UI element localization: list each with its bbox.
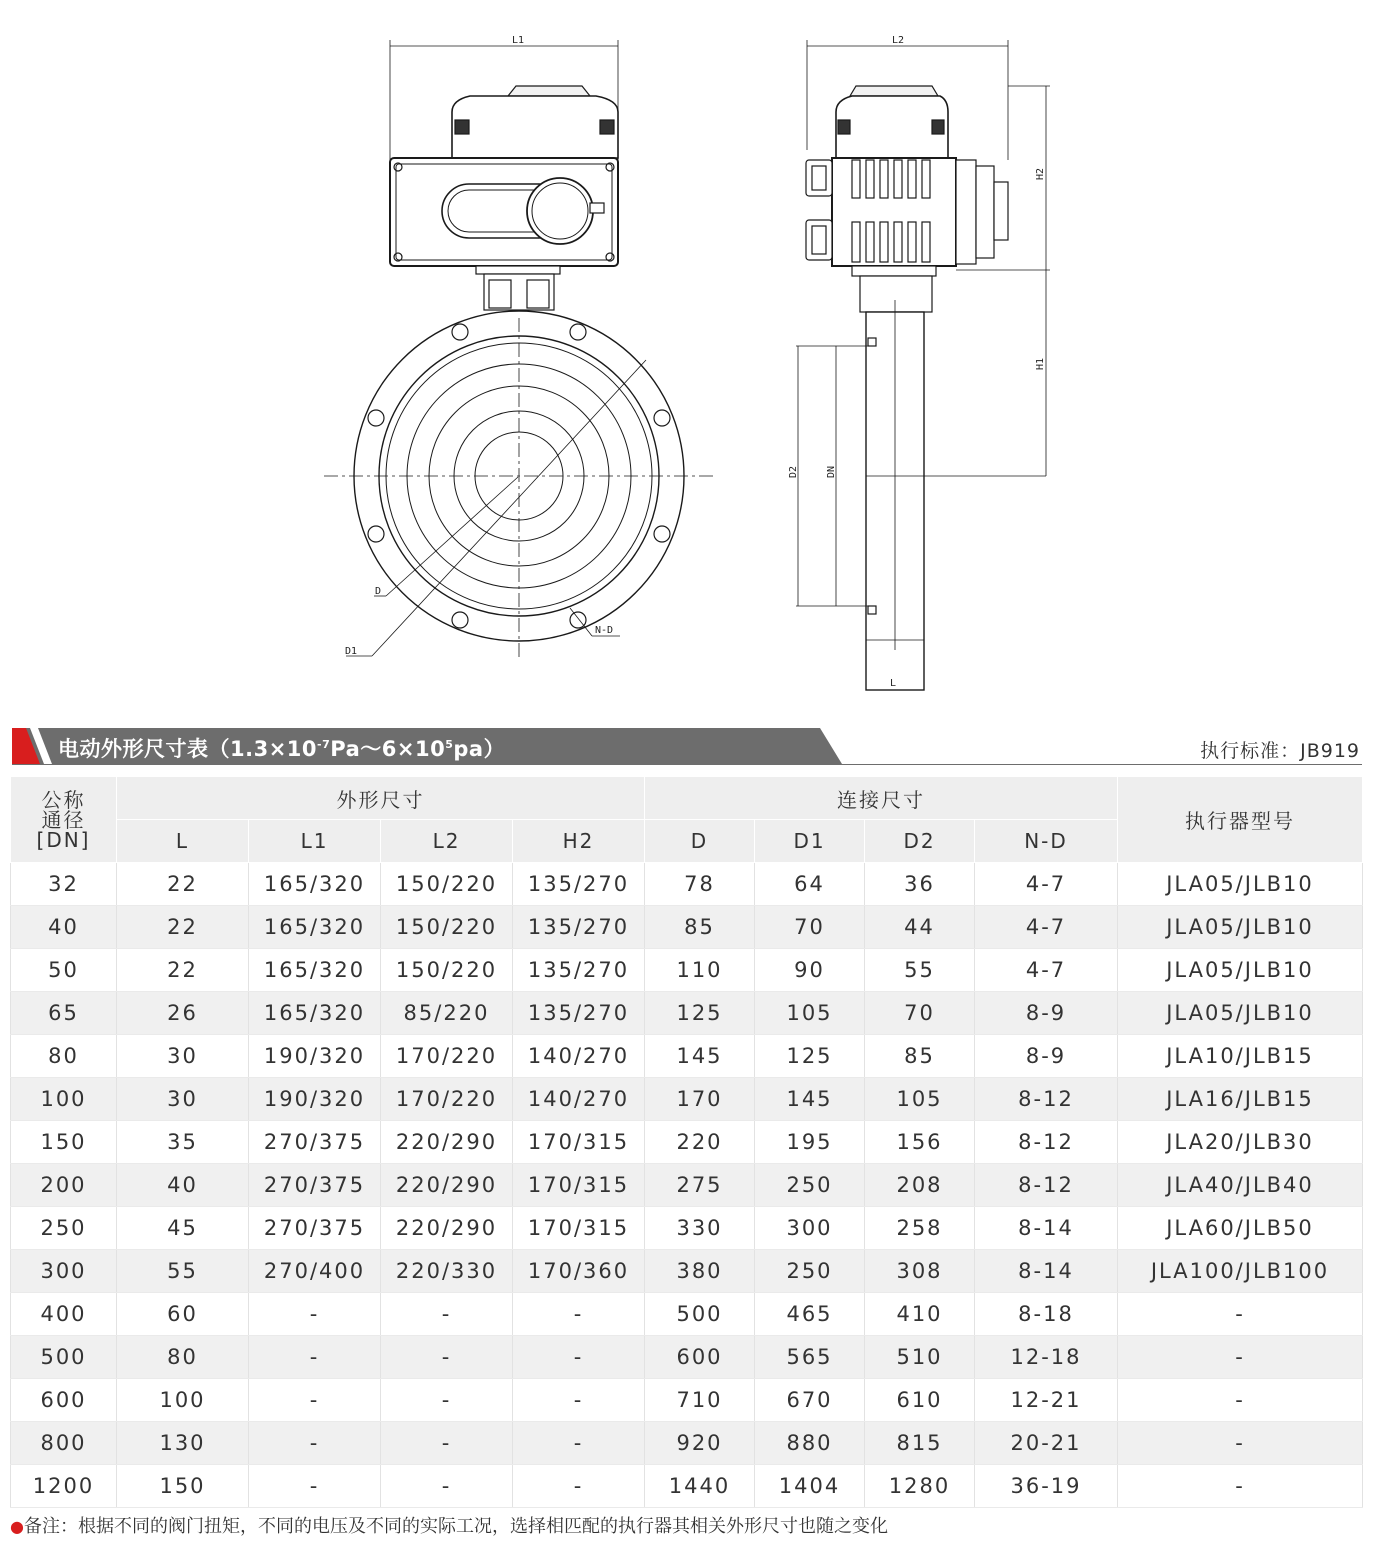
header-dn <box>11 777 117 863</box>
cell-dn: 400 <box>11 1293 117 1336</box>
cell-nd: 36-19 <box>975 1465 1118 1508</box>
cell-d2: 105 <box>865 1078 975 1121</box>
header-col-d2: D2 <box>865 820 975 863</box>
cell-d2: 410 <box>865 1293 975 1336</box>
cell-l: 30 <box>117 1035 249 1078</box>
cell-actuator: - <box>1118 1465 1363 1508</box>
cell-dn: 40 <box>11 906 117 949</box>
header-group-connect: 连接尺寸 <box>645 777 1118 820</box>
cell-l: 55 <box>117 1250 249 1293</box>
label-h1: H1 <box>1035 357 1046 370</box>
cell-l1: 270/375 <box>249 1164 381 1207</box>
cell-d1: 105 <box>755 992 865 1035</box>
cell-d: 220 <box>645 1121 755 1164</box>
cell-d: 920 <box>645 1422 755 1465</box>
cell-d2: 44 <box>865 906 975 949</box>
cell-l: 22 <box>117 906 249 949</box>
cell-l1: - <box>249 1422 381 1465</box>
cell-d: 110 <box>645 949 755 992</box>
cell-d1: 670 <box>755 1379 865 1422</box>
cell-l: 80 <box>117 1336 249 1379</box>
cell-d1: 1404 <box>755 1465 865 1508</box>
label-l1: L1 <box>512 35 525 46</box>
cell-l: 60 <box>117 1293 249 1336</box>
cell-d: 125 <box>645 992 755 1035</box>
cell-d1: 145 <box>755 1078 865 1121</box>
cell-d2: 258 <box>865 1207 975 1250</box>
cell-nd: 12-18 <box>975 1336 1118 1379</box>
table-row <box>11 992 1363 1035</box>
section-title: 电动外形尺寸表$(1.3\times 10^{-7}Pa\sim 6\times 10^5pa)$ <box>58 737 506 761</box>
cell-actuator: JLA16/JLB15 <box>1118 1078 1363 1121</box>
cell-d: 500 <box>645 1293 755 1336</box>
cell-nd: 4-7 <box>975 949 1118 992</box>
cell-l1: 190/320 <box>249 1078 381 1121</box>
cell-d1: 64 <box>755 863 865 906</box>
cell-d2: 70 <box>865 992 975 1035</box>
label-d: D <box>375 586 382 597</box>
cell-actuator: - <box>1118 1379 1363 1422</box>
cell-nd: 8-9 <box>975 1035 1118 1078</box>
cell-nd: 12-21 <box>975 1379 1118 1422</box>
cell-h2: - <box>513 1379 645 1422</box>
cell-d1: 125 <box>755 1035 865 1078</box>
cell-l2: 170/220 <box>381 1078 513 1121</box>
cell-dn: 600 <box>11 1379 117 1422</box>
cell-d2: 1280 <box>865 1465 975 1508</box>
cell-d2: 815 <box>865 1422 975 1465</box>
cell-l2: - <box>381 1379 513 1422</box>
cell-actuator: JLA100/JLB100 <box>1118 1250 1363 1293</box>
cell-l2: - <box>381 1293 513 1336</box>
table-row <box>11 1336 1363 1379</box>
front-view <box>324 35 714 660</box>
cell-l1: - <box>249 1293 381 1336</box>
table-row <box>11 906 1363 949</box>
cell-l2: 220/290 <box>381 1121 513 1164</box>
cell-d: 275 <box>645 1164 755 1207</box>
header-underline <box>12 764 1362 765</box>
dimension-table <box>10 776 1363 1508</box>
label-nd: N-D <box>595 625 614 636</box>
cell-d: 170 <box>645 1078 755 1121</box>
header-col-nd: N-D <box>975 820 1118 863</box>
cell-actuator: - <box>1118 1422 1363 1465</box>
cell-nd: 8-9 <box>975 992 1118 1035</box>
cell-d: 85 <box>645 906 755 949</box>
label-d2: D2 <box>788 465 799 478</box>
table-row <box>11 1035 1363 1078</box>
cell-l: 40 <box>117 1164 249 1207</box>
header-dn-line3: [DN] <box>36 827 91 852</box>
cell-l1: 165/320 <box>249 992 381 1035</box>
cell-h2: 140/270 <box>513 1035 645 1078</box>
cell-l2: 85/220 <box>381 992 513 1035</box>
cell-d2: 610 <box>865 1379 975 1422</box>
cell-l: 150 <box>117 1465 249 1508</box>
cell-l1: 270/400 <box>249 1250 381 1293</box>
cell-l2: 150/220 <box>381 949 513 992</box>
cell-d2: 308 <box>865 1250 975 1293</box>
cell-nd: 4-7 <box>975 863 1118 906</box>
cell-h2: 135/270 <box>513 906 645 949</box>
cell-d2: 510 <box>865 1336 975 1379</box>
header-group-outer: 外形尺寸 <box>117 777 645 820</box>
cell-actuator: JLA05/JLB10 <box>1118 949 1363 992</box>
cell-l1: 270/375 <box>249 1207 381 1250</box>
header-dn-line2: 通径 <box>41 807 86 832</box>
footnote-bullet: ● <box>10 1517 24 1536</box>
cell-d: 78 <box>645 863 755 906</box>
cell-d1: 195 <box>755 1121 865 1164</box>
cell-h2: 135/270 <box>513 992 645 1035</box>
cell-dn: 1200 <box>11 1465 117 1508</box>
cell-h2: 170/315 <box>513 1207 645 1250</box>
table-row <box>11 1465 1363 1508</box>
cell-l: 26 <box>117 992 249 1035</box>
cell-actuator: - <box>1118 1293 1363 1336</box>
cell-d: 600 <box>645 1336 755 1379</box>
cell-l: 45 <box>117 1207 249 1250</box>
label-l: L <box>890 678 897 689</box>
cell-l: 130 <box>117 1422 249 1465</box>
table-body <box>11 863 1363 1508</box>
cell-d2: 208 <box>865 1164 975 1207</box>
table-row <box>11 1422 1363 1465</box>
header-col-l1: L1 <box>249 820 381 863</box>
cell-h2: 135/270 <box>513 863 645 906</box>
cell-actuator: - <box>1118 1336 1363 1379</box>
valve-technical-drawing <box>0 0 1390 720</box>
cell-d: 380 <box>645 1250 755 1293</box>
header-col-l2: L2 <box>381 820 513 863</box>
cell-d1: 300 <box>755 1207 865 1250</box>
cell-l1: 270/375 <box>249 1121 381 1164</box>
cell-d1: 565 <box>755 1336 865 1379</box>
cell-d: 145 <box>645 1035 755 1078</box>
cell-dn: 500 <box>11 1336 117 1379</box>
table-row <box>11 1164 1363 1207</box>
header-col-d: D <box>645 820 755 863</box>
cell-d1: 465 <box>755 1293 865 1336</box>
cell-dn: 250 <box>11 1207 117 1250</box>
cell-l1: - <box>249 1465 381 1508</box>
table-row <box>11 1379 1363 1422</box>
table-row <box>11 1121 1363 1164</box>
cell-nd: 8-14 <box>975 1207 1118 1250</box>
cell-l2: - <box>381 1336 513 1379</box>
cell-l: 22 <box>117 949 249 992</box>
cell-d2: 36 <box>865 863 975 906</box>
table-row <box>11 949 1363 992</box>
cell-l2: 220/290 <box>381 1164 513 1207</box>
cell-nd: 8-12 <box>975 1121 1118 1164</box>
cell-dn: 80 <box>11 1035 117 1078</box>
side-view <box>788 35 1050 690</box>
cell-dn: 300 <box>11 1250 117 1293</box>
cell-dn: 200 <box>11 1164 117 1207</box>
standard-label: 执行标准：JB919 <box>1200 740 1360 762</box>
cell-h2: 170/360 <box>513 1250 645 1293</box>
table-row <box>11 1207 1363 1250</box>
cell-l: 100 <box>117 1379 249 1422</box>
header-col-h2: H2 <box>513 820 645 863</box>
cell-l: 30 <box>117 1078 249 1121</box>
cell-h2: - <box>513 1465 645 1508</box>
cell-d2: 55 <box>865 949 975 992</box>
cell-d: 330 <box>645 1207 755 1250</box>
header-col-l: L <box>117 820 249 863</box>
label-l2: L2 <box>892 35 905 46</box>
cell-l2: 220/290 <box>381 1207 513 1250</box>
cell-l1: 165/320 <box>249 906 381 949</box>
cell-nd: 8-14 <box>975 1250 1118 1293</box>
cell-l2: - <box>381 1465 513 1508</box>
section-header <box>12 728 1362 766</box>
table-row <box>11 1078 1363 1121</box>
header-dn-line1: 公称 <box>41 787 86 812</box>
cell-actuator: JLA05/JLB10 <box>1118 992 1363 1035</box>
cell-l: 22 <box>117 863 249 906</box>
cell-nd: 4-7 <box>975 906 1118 949</box>
label-d1: D1 <box>345 646 358 657</box>
cell-nd: 20-21 <box>975 1422 1118 1465</box>
cell-d: 1440 <box>645 1465 755 1508</box>
cell-l: 35 <box>117 1121 249 1164</box>
cell-nd: 8-12 <box>975 1078 1118 1121</box>
cell-actuator: JLA20/JLB30 <box>1118 1121 1363 1164</box>
cell-actuator: JLA05/JLB10 <box>1118 906 1363 949</box>
cell-dn: 50 <box>11 949 117 992</box>
cell-d1: 880 <box>755 1422 865 1465</box>
cell-l2: 150/220 <box>381 863 513 906</box>
cell-l1: 190/320 <box>249 1035 381 1078</box>
table-row <box>11 863 1363 906</box>
cell-actuator: JLA10/JLB15 <box>1118 1035 1363 1078</box>
cell-h2: 140/270 <box>513 1078 645 1121</box>
cell-h2: - <box>513 1293 645 1336</box>
cell-h2: 170/315 <box>513 1164 645 1207</box>
cell-l1: - <box>249 1379 381 1422</box>
cell-h2: 135/270 <box>513 949 645 992</box>
cell-d2: 156 <box>865 1121 975 1164</box>
table-row <box>11 1250 1363 1293</box>
cell-l2: 170/220 <box>381 1035 513 1078</box>
cell-l2: 150/220 <box>381 906 513 949</box>
cell-h2: - <box>513 1422 645 1465</box>
cell-nd: 8-18 <box>975 1293 1118 1336</box>
label-dn: DN <box>826 465 837 478</box>
cell-d1: 250 <box>755 1250 865 1293</box>
cell-l1: 165/320 <box>249 949 381 992</box>
cell-actuator: JLA05/JLB10 <box>1118 863 1363 906</box>
cell-actuator: JLA40/JLB40 <box>1118 1164 1363 1207</box>
table-row <box>11 1293 1363 1336</box>
cell-h2: - <box>513 1336 645 1379</box>
header-col-d1: D1 <box>755 820 865 863</box>
cell-d: 710 <box>645 1379 755 1422</box>
cell-dn: 100 <box>11 1078 117 1121</box>
cell-l1: 165/320 <box>249 863 381 906</box>
cell-d1: 90 <box>755 949 865 992</box>
footnote <box>10 1512 888 1538</box>
cell-l2: - <box>381 1422 513 1465</box>
cell-d2: 85 <box>865 1035 975 1078</box>
cell-nd: 8-12 <box>975 1164 1118 1207</box>
cell-l1: - <box>249 1336 381 1379</box>
cell-l2: 220/330 <box>381 1250 513 1293</box>
label-h2: H2 <box>1035 167 1046 180</box>
cell-actuator: JLA60/JLB50 <box>1118 1207 1363 1250</box>
cell-dn: 32 <box>11 863 117 906</box>
cell-dn: 150 <box>11 1121 117 1164</box>
cell-h2: 170/315 <box>513 1121 645 1164</box>
footnote-text: 备注：根据不同的阀门扭矩，不同的电压及不同的实际工况，选择相匹配的执行器其相关外形尺寸也随之变化 <box>23 1516 888 1537</box>
cell-dn: 65 <box>11 992 117 1035</box>
cell-dn: 800 <box>11 1422 117 1465</box>
cell-d1: 70 <box>755 906 865 949</box>
header-actuator: 执行器型号 <box>1118 777 1363 863</box>
cell-d1: 250 <box>755 1164 865 1207</box>
